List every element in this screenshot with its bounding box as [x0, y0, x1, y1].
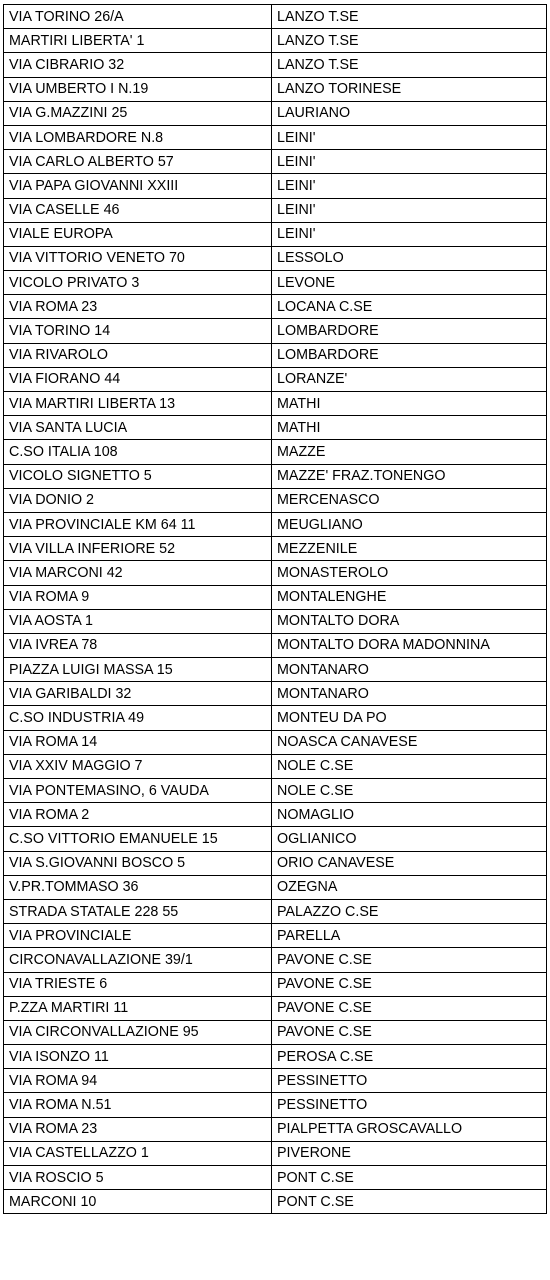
- address-cell: VIA FIORANO 44: [4, 367, 272, 391]
- address-cell: CIRCONAVALLAZIONE 39/1: [4, 948, 272, 972]
- table-row: [4, 198, 547, 222]
- table-row: [4, 464, 547, 488]
- address-table-sheet: [3, 4, 546, 1214]
- address-cell: VIA ROMA 9: [4, 585, 272, 609]
- town-cell: LEINI': [272, 150, 547, 174]
- table-row: [4, 875, 547, 899]
- table-row: [4, 1020, 547, 1044]
- table-row: [4, 972, 547, 996]
- town-cell: LORANZE': [272, 367, 547, 391]
- town-cell: LANZO TORINESE: [272, 77, 547, 101]
- address-cell: VIA VITTORIO VENETO 70: [4, 246, 272, 270]
- address-cell: VIA G.MAZZINI 25: [4, 101, 272, 125]
- address-cell: C.SO VITTORIO EMANUELE 15: [4, 827, 272, 851]
- town-cell: PAVONE C.SE: [272, 996, 547, 1020]
- town-cell: MATHI: [272, 392, 547, 416]
- address-cell: VIA IVREA 78: [4, 633, 272, 657]
- address-cell: VIA TRIESTE 6: [4, 972, 272, 996]
- town-cell: LEINI': [272, 125, 547, 149]
- table-row: [4, 803, 547, 827]
- address-table-body: [4, 5, 547, 1214]
- address-cell: STRADA STATALE 228 55: [4, 899, 272, 923]
- town-cell: MONTANARO: [272, 682, 547, 706]
- town-cell: NOLE C.SE: [272, 754, 547, 778]
- town-cell: PARELLA: [272, 924, 547, 948]
- address-cell: VIA AOSTA 1: [4, 609, 272, 633]
- table-row: [4, 1190, 547, 1214]
- address-cell: VIA CASTELLAZZO 1: [4, 1141, 272, 1165]
- town-cell: MONASTEROLO: [272, 561, 547, 585]
- table-row: [4, 754, 547, 778]
- address-cell: VIA GARIBALDI 32: [4, 682, 272, 706]
- address-cell: VIA SANTA LUCIA: [4, 416, 272, 440]
- address-cell: VIA PROVINCIALE: [4, 924, 272, 948]
- table-row: [4, 271, 547, 295]
- town-cell: PESSINETTO: [272, 1093, 547, 1117]
- table-row: [4, 29, 547, 53]
- table-row: [4, 633, 547, 657]
- address-cell: VIA ROMA 94: [4, 1069, 272, 1093]
- address-cell: VIA MARTIRI LIBERTA 13: [4, 392, 272, 416]
- town-cell: PALAZZO C.SE: [272, 899, 547, 923]
- address-cell: P.ZZA MARTIRI 11: [4, 996, 272, 1020]
- address-cell: VIA ISONZO 11: [4, 1045, 272, 1069]
- town-cell: NOMAGLIO: [272, 803, 547, 827]
- address-cell: VIA ROMA 23: [4, 1117, 272, 1141]
- table-row: [4, 779, 547, 803]
- town-cell: LEINI': [272, 198, 547, 222]
- address-cell: VIA UMBERTO I N.19: [4, 77, 272, 101]
- address-cell: VIALE EUROPA: [4, 222, 272, 246]
- address-cell: MARCONI 10: [4, 1190, 272, 1214]
- town-cell: MONTEU DA PO: [272, 706, 547, 730]
- town-cell: OGLIANICO: [272, 827, 547, 851]
- table-row: [4, 1069, 547, 1093]
- address-cell: VIA CASELLE 46: [4, 198, 272, 222]
- town-cell: ORIO CANAVESE: [272, 851, 547, 875]
- address-cell: MARTIRI LIBERTA' 1: [4, 29, 272, 53]
- address-cell: PIAZZA LUIGI MASSA 15: [4, 658, 272, 682]
- table-row: [4, 706, 547, 730]
- address-cell: VIA ROMA 23: [4, 295, 272, 319]
- town-cell: MONTALTO DORA MADONNINA: [272, 633, 547, 657]
- address-table: [3, 4, 547, 1214]
- table-row: [4, 367, 547, 391]
- address-cell: VIA ROMA 2: [4, 803, 272, 827]
- table-row: [4, 440, 547, 464]
- address-cell: C.SO ITALIA 108: [4, 440, 272, 464]
- town-cell: NOASCA CANAVESE: [272, 730, 547, 754]
- table-row: [4, 899, 547, 923]
- table-row: [4, 392, 547, 416]
- town-cell: MERCENASCO: [272, 488, 547, 512]
- address-cell: VIA PROVINCIALE KM 64 11: [4, 512, 272, 536]
- table-row: [4, 996, 547, 1020]
- table-row: [4, 101, 547, 125]
- address-cell: VIA CIBRARIO 32: [4, 53, 272, 77]
- address-cell: VIA TORINO 26/A: [4, 5, 272, 29]
- town-cell: PONT C.SE: [272, 1166, 547, 1190]
- address-cell: VIA RIVAROLO: [4, 343, 272, 367]
- table-row: [4, 609, 547, 633]
- town-cell: PAVONE C.SE: [272, 1020, 547, 1044]
- address-cell: VIA MARCONI 42: [4, 561, 272, 585]
- table-row: [4, 5, 547, 29]
- table-row: [4, 1117, 547, 1141]
- address-cell: VIA XXIV MAGGIO 7: [4, 754, 272, 778]
- address-cell: VICOLO PRIVATO 3: [4, 271, 272, 295]
- address-cell: VIA VILLA INFERIORE 52: [4, 537, 272, 561]
- address-cell: VIA DONIO 2: [4, 488, 272, 512]
- address-cell: C.SO INDUSTRIA 49: [4, 706, 272, 730]
- address-cell: VIA ROMA 14: [4, 730, 272, 754]
- table-row: [4, 77, 547, 101]
- address-cell: VICOLO SIGNETTO 5: [4, 464, 272, 488]
- table-row: [4, 1093, 547, 1117]
- town-cell: MATHI: [272, 416, 547, 440]
- address-cell: VIA PONTEMASINO, 6 VAUDA: [4, 779, 272, 803]
- table-row: [4, 319, 547, 343]
- town-cell: MONTALTO DORA: [272, 609, 547, 633]
- town-cell: LESSOLO: [272, 246, 547, 270]
- table-row: [4, 1045, 547, 1069]
- town-cell: PIVERONE: [272, 1141, 547, 1165]
- address-cell: VIA ROMA N.51: [4, 1093, 272, 1117]
- town-cell: PESSINETTO: [272, 1069, 547, 1093]
- address-cell: VIA TORINO 14: [4, 319, 272, 343]
- town-cell: MEZZENILE: [272, 537, 547, 561]
- town-cell: PIALPETTA GROSCAVALLO: [272, 1117, 547, 1141]
- town-cell: LANZO T.SE: [272, 53, 547, 77]
- address-cell: V.PR.TOMMASO 36: [4, 875, 272, 899]
- address-cell: VIA CIRCONVALLAZIONE 95: [4, 1020, 272, 1044]
- town-cell: LEVONE: [272, 271, 547, 295]
- table-row: [4, 924, 547, 948]
- town-cell: LEINI': [272, 222, 547, 246]
- table-row: [4, 682, 547, 706]
- town-cell: LANZO T.SE: [272, 29, 547, 53]
- town-cell: LOCANA C.SE: [272, 295, 547, 319]
- table-row: [4, 1166, 547, 1190]
- table-row: [4, 537, 547, 561]
- table-row: [4, 730, 547, 754]
- town-cell: LEINI': [272, 174, 547, 198]
- table-row: [4, 851, 547, 875]
- table-row: [4, 343, 547, 367]
- town-cell: MAZZE: [272, 440, 547, 464]
- table-row: [4, 150, 547, 174]
- table-row: [4, 125, 547, 149]
- town-cell: MONTALENGHE: [272, 585, 547, 609]
- table-row: [4, 416, 547, 440]
- table-row: [4, 174, 547, 198]
- address-cell: VIA S.GIOVANNI BOSCO 5: [4, 851, 272, 875]
- table-row: [4, 948, 547, 972]
- town-cell: LANZO T.SE: [272, 5, 547, 29]
- table-row: [4, 295, 547, 319]
- town-cell: PAVONE C.SE: [272, 948, 547, 972]
- table-row: [4, 488, 547, 512]
- table-row: [4, 561, 547, 585]
- town-cell: PEROSA C.SE: [272, 1045, 547, 1069]
- town-cell: MEUGLIANO: [272, 512, 547, 536]
- town-cell: MONTANARO: [272, 658, 547, 682]
- address-cell: VIA ROSCIO 5: [4, 1166, 272, 1190]
- town-cell: PAVONE C.SE: [272, 972, 547, 996]
- town-cell: PONT C.SE: [272, 1190, 547, 1214]
- table-row: [4, 1141, 547, 1165]
- town-cell: LOMBARDORE: [272, 319, 547, 343]
- table-row: [4, 585, 547, 609]
- address-cell: VIA PAPA GIOVANNI XXIII: [4, 174, 272, 198]
- town-cell: OZEGNA: [272, 875, 547, 899]
- town-cell: LAURIANO: [272, 101, 547, 125]
- table-row: [4, 827, 547, 851]
- town-cell: NOLE C.SE: [272, 779, 547, 803]
- town-cell: LOMBARDORE: [272, 343, 547, 367]
- address-cell: VIA LOMBARDORE N.8: [4, 125, 272, 149]
- address-cell: VIA CARLO ALBERTO 57: [4, 150, 272, 174]
- table-row: [4, 512, 547, 536]
- table-row: [4, 53, 547, 77]
- table-row: [4, 658, 547, 682]
- table-row: [4, 246, 547, 270]
- town-cell: MAZZE' FRAZ.TONENGO: [272, 464, 547, 488]
- table-row: [4, 222, 547, 246]
